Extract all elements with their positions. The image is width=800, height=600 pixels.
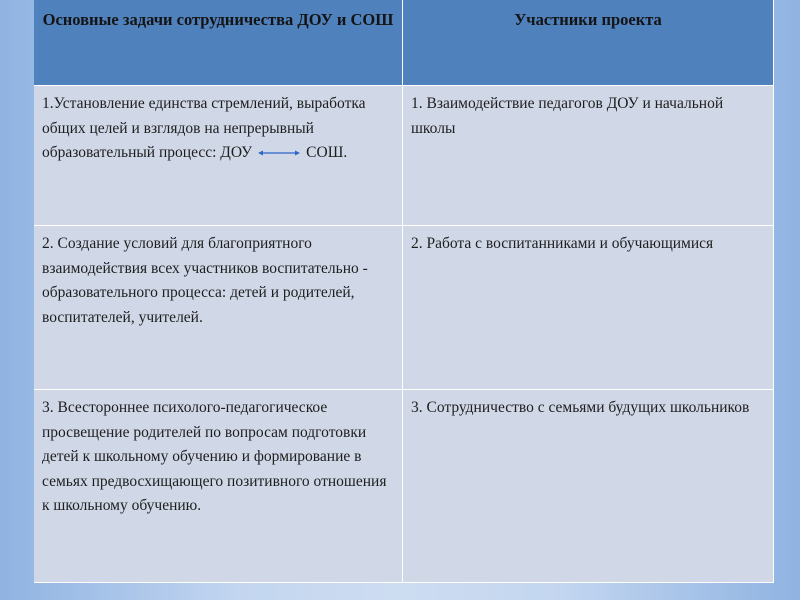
header-tasks: [34, 0, 403, 86]
task-cell-1: [34, 86, 403, 226]
cooperation-table: [34, 0, 774, 583]
task-cell-3: [34, 390, 403, 583]
task-1-text-end: СОШ.: [306, 144, 348, 161]
task-3-text: 3. Всестороннее психолого-педагогическое просвещение родителей по вопросам подготовки детей к школьному обучению и формирование в семьях предвосхищающего позитивного отношения к школьному обучению.: [42, 399, 387, 514]
participant-cell-1: [403, 86, 774, 226]
double-arrow-icon: [258, 148, 300, 158]
task-2-text: 2. Создание условий для благоприятного взаимодействия всех участников воспитательно - образовательного процесса: детей и родителей, воспитателей, учителей.: [42, 235, 368, 326]
participant-cell-2: [403, 226, 774, 390]
task-1-text: 1.Установление единства стремлений, выработка общих целей и взглядов на непрерывный образовательный процесс: ДОУ: [42, 95, 366, 161]
header-participants-label: Участники проекта: [514, 10, 662, 29]
participant-3-text: 3. Сотрудничество с семьями будущих школьников: [411, 399, 750, 416]
participant-2-text: 2. Работа с воспитанниками и обучающимися: [411, 235, 714, 252]
header-participants: [403, 0, 774, 86]
task-cell-2: [34, 226, 403, 390]
participant-cell-3: [403, 390, 774, 583]
participant-1-text: 1. Взаимодействие педагогов ДОУ и начальной школы: [411, 95, 724, 137]
header-tasks-label: Основные задачи сотрудничества ДОУ и СОШ: [42, 10, 394, 29]
